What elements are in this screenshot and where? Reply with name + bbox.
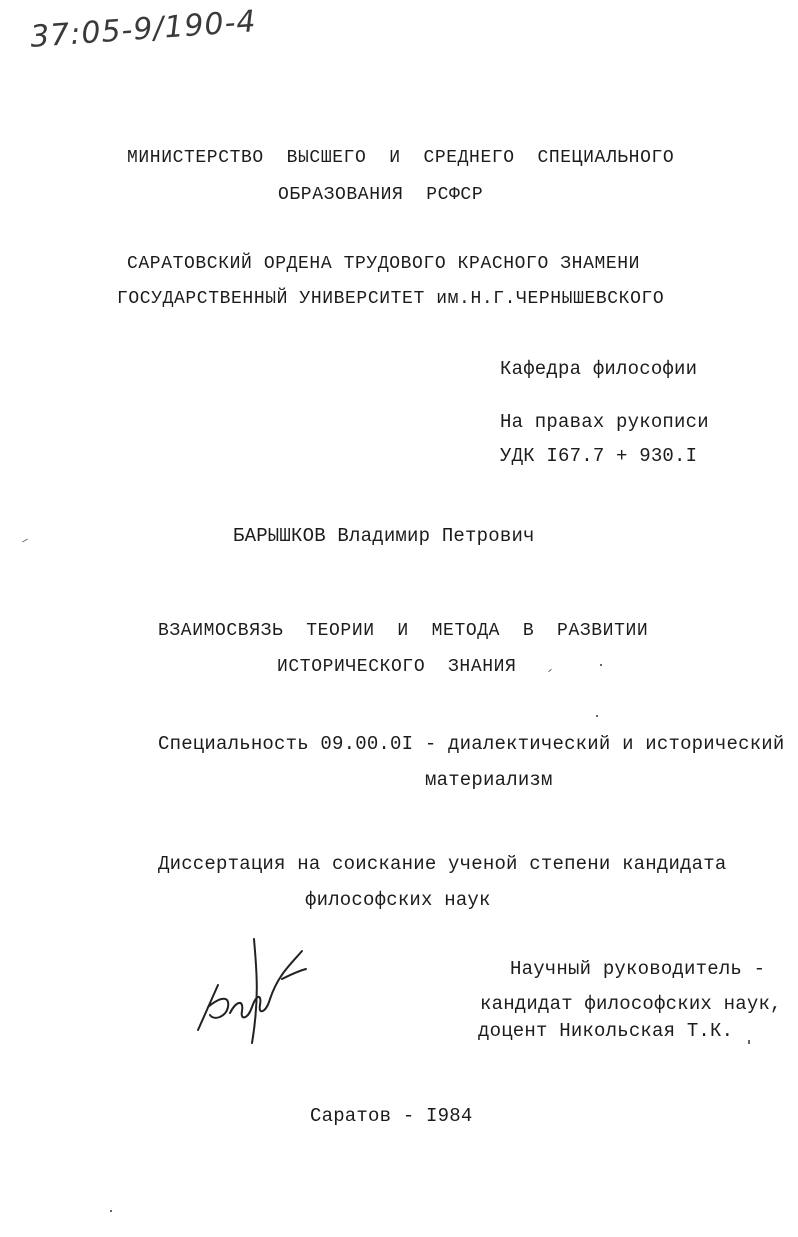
udc-code: УДК I67.7 + 930.I: [500, 445, 698, 467]
author-signature: [190, 935, 320, 1050]
title-line-2: ИСТОРИЧЕСКОГО ЗНАНИЯ: [277, 657, 517, 677]
supervisor-line-2: кандидат философских наук,: [480, 993, 782, 1015]
author-name: БАРЫШКОВ Владимир Петрович: [233, 525, 535, 547]
dissertation-line-1: Диссертация на соискание ученой степени кандидата: [158, 853, 727, 875]
specialty-line-1: Специальность 09.00.0I - диалектический и исторический: [158, 733, 785, 755]
scan-speck: [22, 539, 28, 543]
scan-speck: [548, 669, 552, 672]
department: Кафедра философии: [500, 358, 698, 380]
ministry-line-1: МИНИСТЕРСТВО ВЫСШЕГО И СРЕДНЕГО СПЕЦИАЛЬНОГО: [127, 148, 675, 168]
manuscript-rights: На правах рукописи: [500, 411, 709, 433]
university-line-1: САРАТОВСКИЙ ОРДЕНА ТРУДОВОГО КРАСНОГО ЗНАМЕНИ: [127, 254, 641, 274]
scan-speck: [600, 664, 602, 666]
city-year: Саратов - I984: [310, 1105, 473, 1127]
scan-speck: [748, 1040, 750, 1044]
dissertation-line-2: философских наук: [305, 889, 491, 911]
supervisor-line-1: Научный руководитель -: [510, 958, 766, 980]
scan-speck: [596, 715, 598, 717]
archive-number-handwritten: 37:05-9/190-4: [29, 4, 258, 55]
ministry-line-2: ОБРАЗОВАНИЯ РСФСР: [278, 185, 484, 205]
specialty-line-2: материализм: [425, 769, 553, 791]
university-line-2: ГОСУДАРСТВЕННЫЙ УНИВЕРСИТЕТ им.Н.Г.ЧЕРНЫШЕВСКОГО: [117, 289, 665, 309]
supervisor-line-3: доцент Никольская Т.К.: [478, 1020, 734, 1042]
scan-speck: [110, 1210, 112, 1212]
title-line-1: ВЗАИМОСВЯЗЬ ТЕОРИИ И МЕТОДА В РАЗВИТИИ: [158, 621, 649, 641]
